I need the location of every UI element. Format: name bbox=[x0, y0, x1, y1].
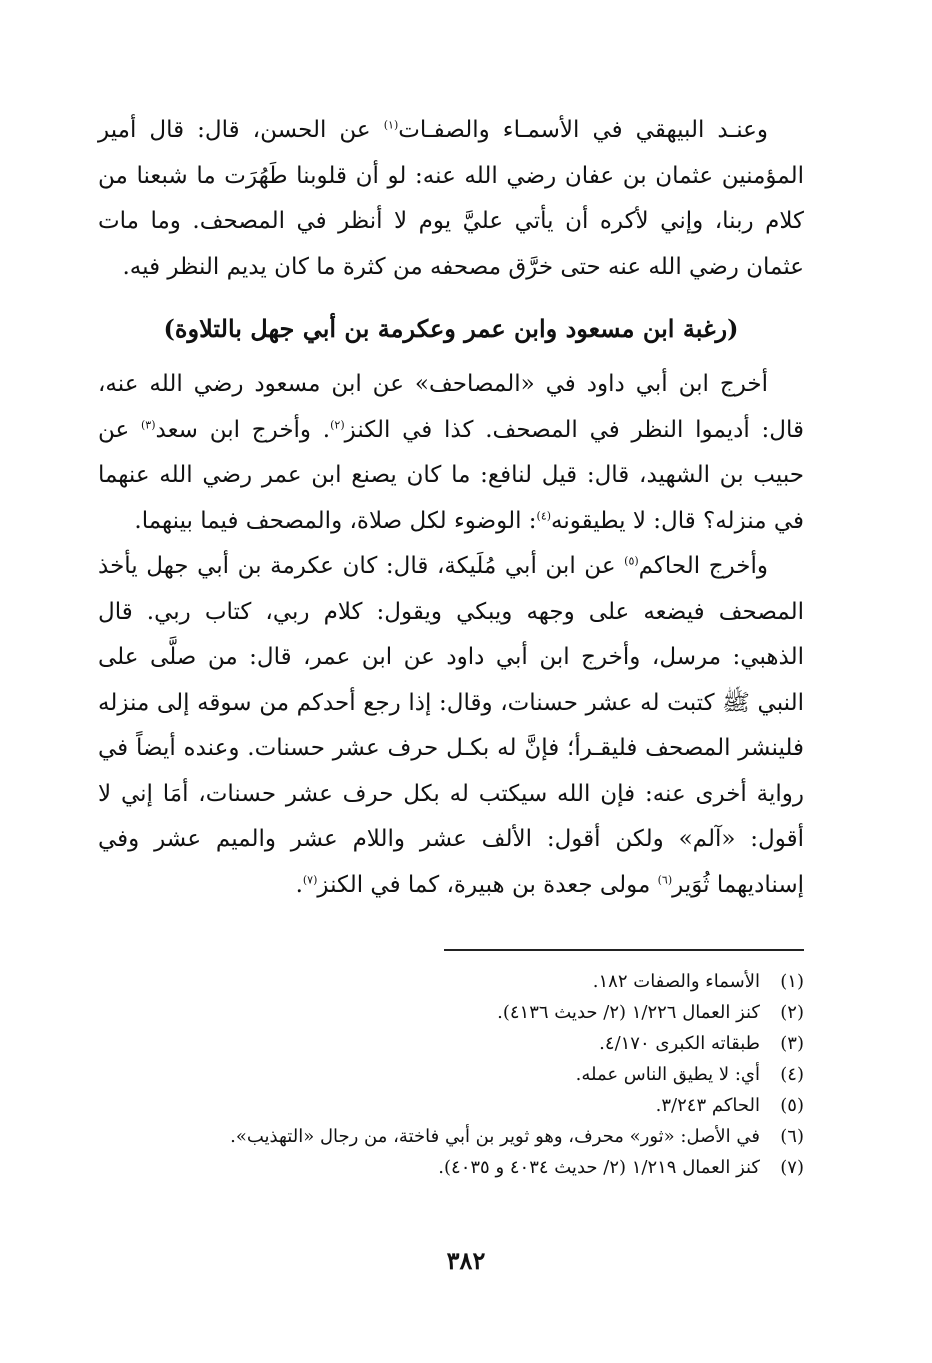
footnote-ref-5: (٥) bbox=[624, 554, 639, 568]
paragraph-3-text-d: . bbox=[295, 871, 303, 898]
footnote-ref-1: (١) bbox=[383, 118, 399, 132]
paragraph-3-text-c: مولى جعدة بن هبيرة، كما في الكنز bbox=[317, 871, 658, 898]
footnote-number: (٥) bbox=[780, 1095, 804, 1116]
footnote-number: (٤) bbox=[780, 1064, 804, 1085]
footnote-text: الحاكم ٣/٢٤٣. bbox=[655, 1095, 760, 1116]
footnote-text: كنز العمال ١/٢١٩ (٢/ حديث ٤٠٣٤ و ٤٠٣٥). bbox=[438, 1157, 760, 1178]
footnote-item bbox=[98, 1121, 804, 1152]
footnote-item bbox=[98, 1028, 804, 1059]
footnote-text: أي: لا يطيق الناس عمله. bbox=[575, 1064, 760, 1085]
main-text bbox=[98, 108, 804, 908]
footnote-text: في الأصل: «ثور» محرف، وهو ثوير بن أبي فاختة، من رجال «التهذيب». bbox=[230, 1126, 760, 1147]
paragraph-1 bbox=[98, 108, 804, 290]
footnote-ref-4: (٤) bbox=[536, 508, 552, 522]
footnote-item bbox=[98, 1059, 804, 1090]
section-heading: (رغبة ابن مسعود وابن عمر وعكرمة بن أبي جهل بالتلاوة) bbox=[163, 314, 739, 343]
footnote-number: (١) bbox=[780, 971, 804, 992]
footnote-ref-6: (٦) bbox=[657, 872, 673, 886]
footnote-number: (٧) bbox=[780, 1157, 804, 1178]
footnote-text: طبقاته الكبرى ٤/١٧٠. bbox=[599, 1033, 760, 1054]
paragraph-3-text-a: وأخرج الحاكم bbox=[638, 553, 769, 579]
page-number: ٣٨٢ bbox=[446, 1246, 486, 1275]
paragraph-2-text-b: . وأخرج ابن سعد bbox=[155, 416, 331, 443]
paragraph-1-text: وعنـد البيهقي في الأسمـاء والصفـات bbox=[398, 117, 769, 143]
paragraph-3 bbox=[98, 544, 804, 908]
footnote-item bbox=[98, 966, 804, 997]
footnote-ref-3: (٣) bbox=[141, 417, 156, 431]
paragraph-2-text-d: : الوضوء لكل صلاة، والمصحف فيما بينهما. bbox=[134, 507, 537, 534]
paragraph-2-text-a: أخرج ابن أبي داود في «المصاحف» عن ابن مسعود رضي الله عنه، قال: أديموا النظر في المصحف. كذا في الكنز bbox=[98, 371, 804, 443]
footnote-item bbox=[98, 1090, 804, 1121]
paragraph-2 bbox=[98, 362, 804, 544]
footnote-number: (٢) bbox=[780, 1002, 804, 1023]
footnote-ref-7: (٧) bbox=[302, 872, 318, 886]
footnotes-list bbox=[98, 966, 804, 1183]
footnote-number: (٦) bbox=[780, 1126, 804, 1147]
footnote-number: (٣) bbox=[780, 1033, 804, 1054]
footnote-item bbox=[98, 1152, 804, 1183]
footnote-divider bbox=[444, 949, 804, 951]
paragraph-3-text-b: عن ابن أبي مُلَيكة، قال: كان عكرمة بن أبي جهل يأخذ المصحف فيضعه على وجهه ويبكي ويقول: كلام ربي، كتاب ربي. قال الذهبي: مرسل، وأخرج ابن أبي داود عن ابن عمر، قال: من صلَّى على النبي ﷺ كتبت له عشر حسنات، وقال: إذا رجع أحدكم من سوقه إلى منزله فلينشر المصحف فليقـرأ؛ فإنَّ له بكـل حرف عشر حسنات. وعنده أيضاً في رواية أخرى عنه: فإن الله سيكتب له بكل حرف عشر حسنات، أمَا إني لا أقول: «آلم» ولكن أقول: الألف عشر واللام عشر والميم عشر وفي إسناديهما ثُوَير bbox=[98, 553, 804, 898]
paragraph-1-text-cont: عن الحسن، قال: قال أمير المؤمنين عثمان بن عفان رضي الله عنه: لو أن قلوبنا طَهُرَت ما شبعنا من كلام ربنا، وإني لأكره أن يأتي عليَّ يوم لا أنظر في المصحف. وما مات عثمان رضي الله عنه حتى خرَّق مصحفه من كثرة ما كان يديم النظر فيه. bbox=[98, 117, 804, 280]
footnote-item bbox=[98, 997, 804, 1028]
paragraph-2-text-c: عن حبيب بن الشهيد، قال: قيل لنافع: ما كان يصنع ابن عمر رضي الله عنهما في منزله؟ قال: لا يطيقونه bbox=[98, 416, 804, 534]
footnote-text: كنز العمال ١/٢٢٦ (٢/ حديث ٤١٣٦). bbox=[497, 1002, 760, 1023]
footnote-ref-2: (٢) bbox=[330, 417, 345, 431]
footnote-text: الأسماء والصفات ١٨٢. bbox=[592, 971, 760, 992]
